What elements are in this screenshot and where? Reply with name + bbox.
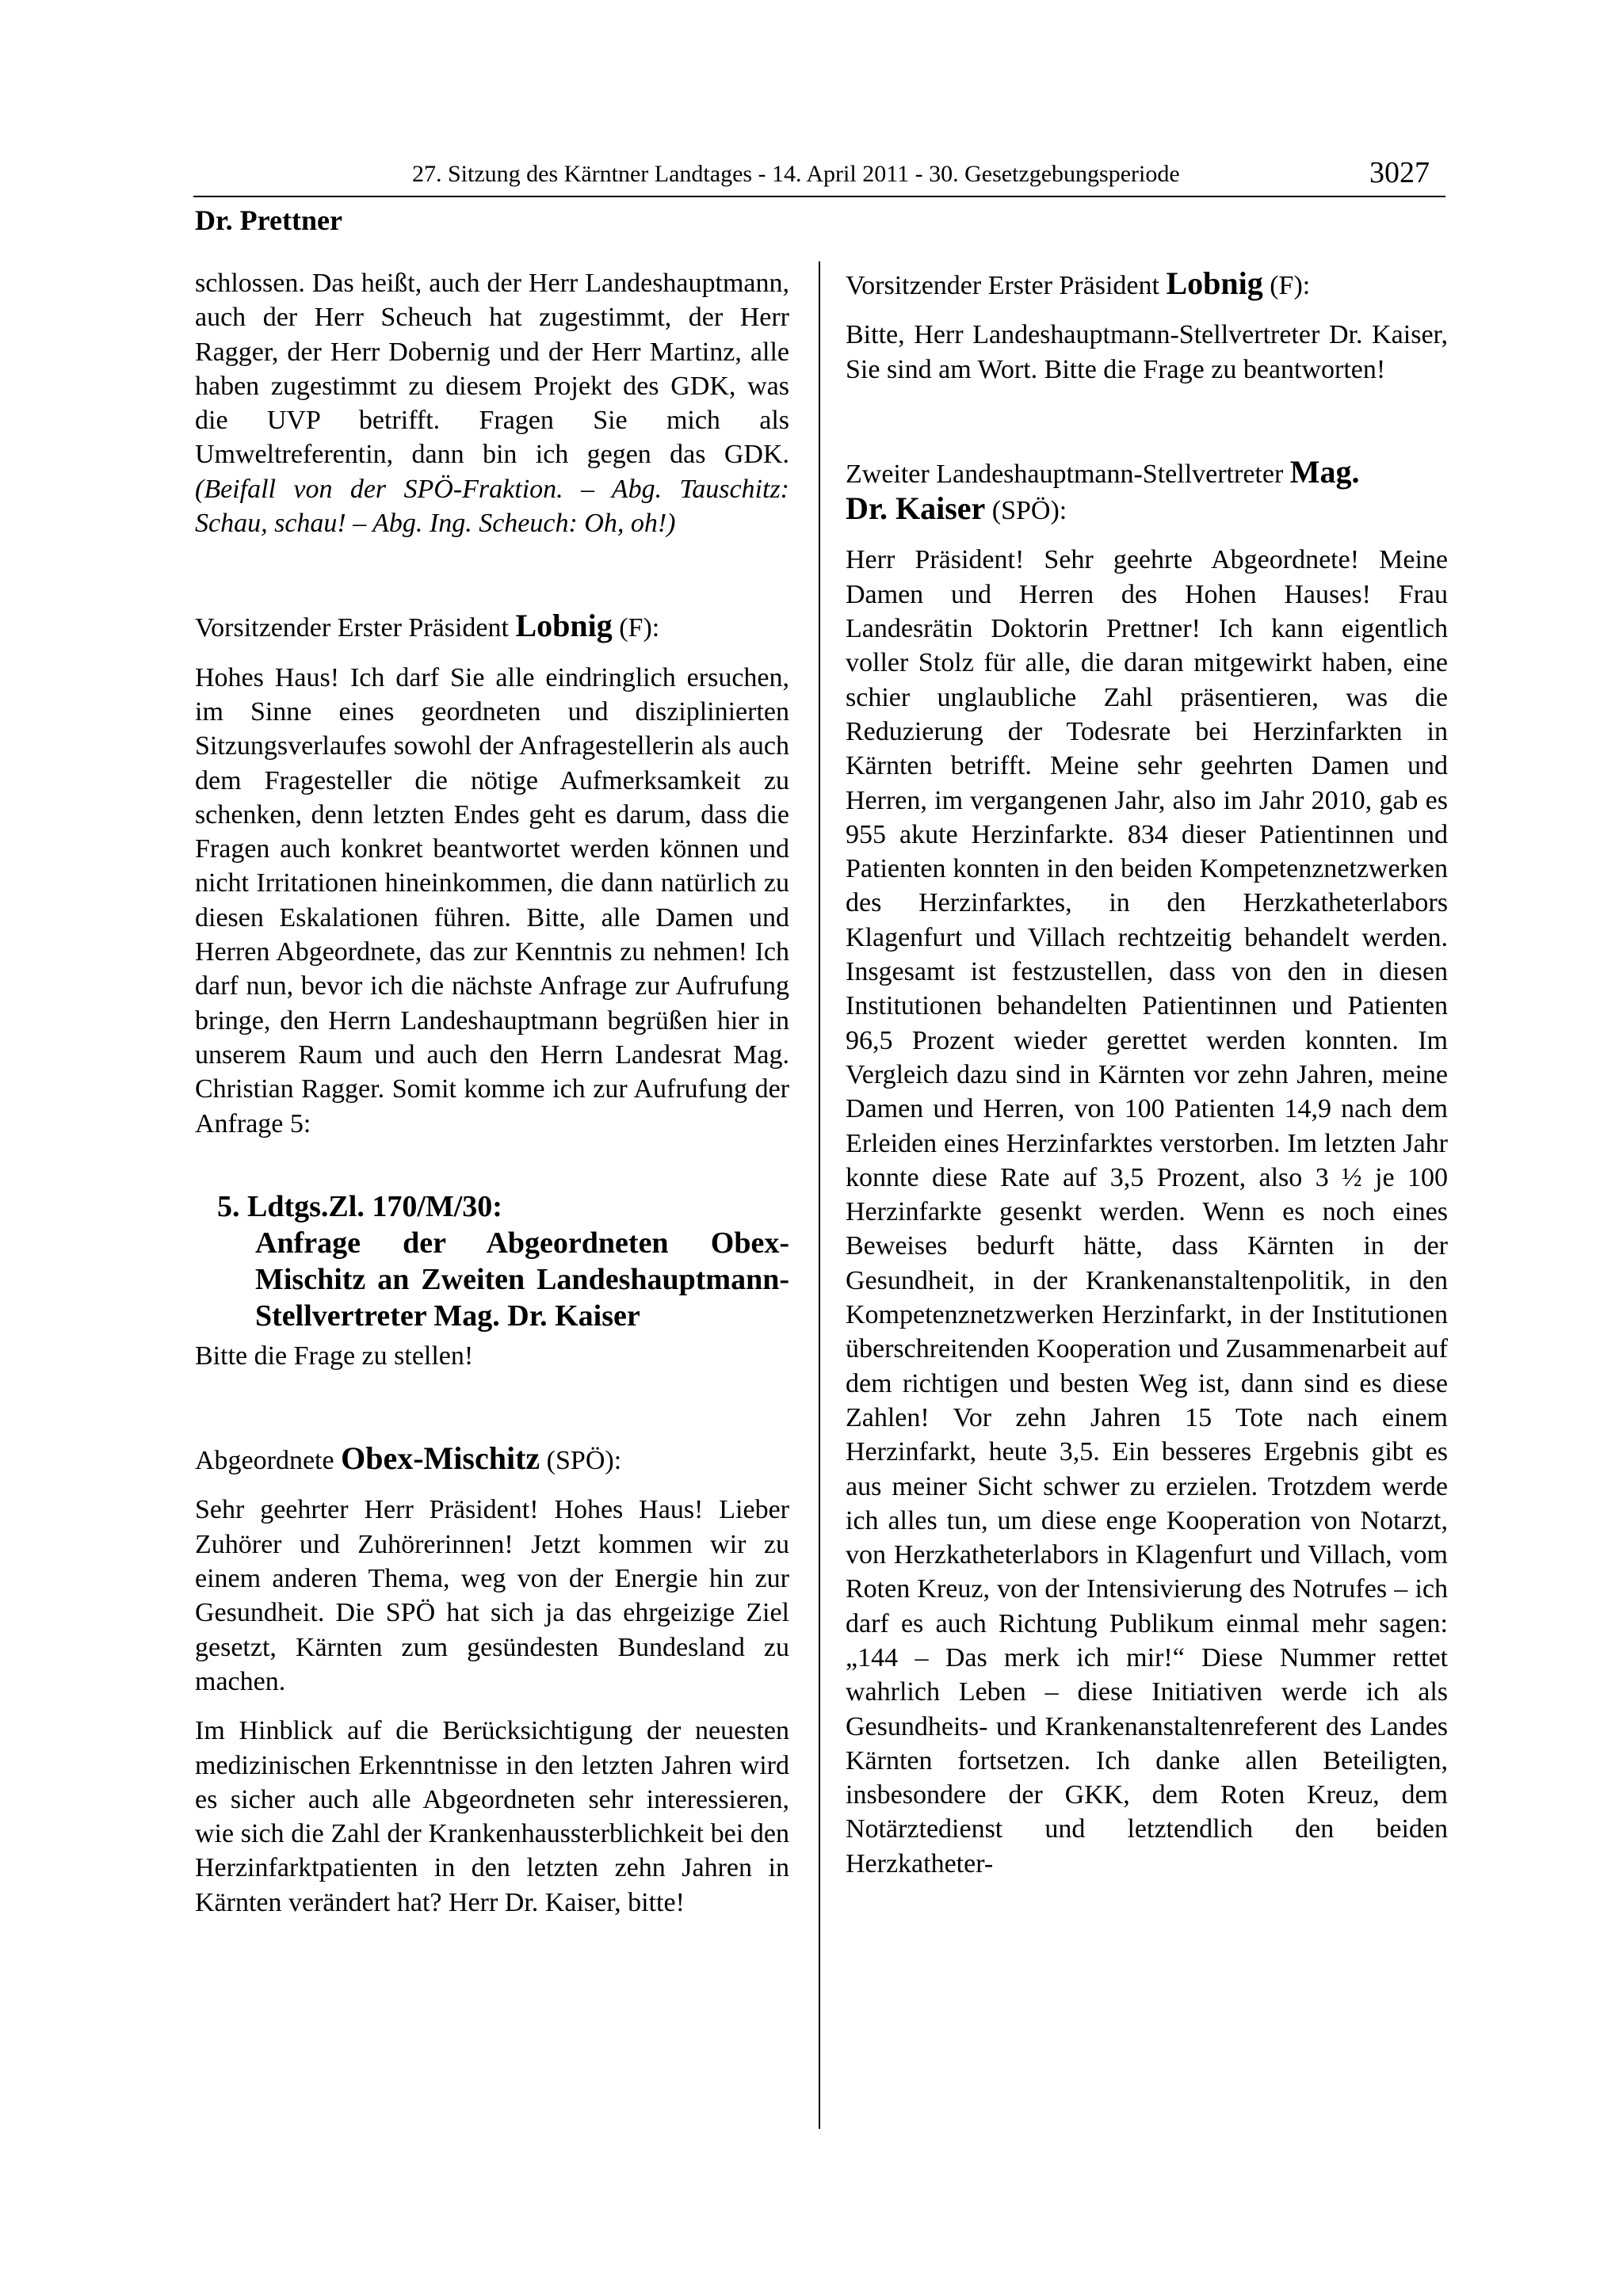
speaker-prefix: Abgeordnete: [195, 1446, 334, 1476]
paragraph: Sehr geehrter Herr Präsident! Hohes Haus! Lieber Zuhörer und Zuhörerinnen! Jetzt kommen wir zu einem anderen Thema, weg von der Energie hin zur Gesundheit. Die SPÖ hat sich ja das ehrgeizige Ziel gesetzt, Kärnten zum gesündesten Bundesland zu machen.: [195, 1495, 789, 1696]
speaker-line: [846, 266, 1448, 303]
speaker-prefix: Vorsitzender Erster Präsident: [846, 271, 1159, 300]
speaker-name: Lobnig: [1166, 265, 1263, 301]
speaker-line: [195, 1441, 789, 1478]
left-column: [195, 266, 789, 1920]
paragraph: Bitte die Frage zu stellen!: [195, 1341, 474, 1371]
paragraph: Hohes Haus! Ich darf Sie alle eindringlich ersuchen, im Sinne eines geordneten und disziplinierten Sitzungsverlaufes sowohl der Anfragestellerin als auch dem Fragesteller die nötige Aufmerksamkeit zu schenken, denn letzten Endes geht es darum, dass die Fragen auch konkret beantwortet werden können und nicht Irritationen hineinkommen, die dann natürlich zu diesen Eskalationen führen. Bitte, alle Damen und Herren Abgeordnete, das zur Kenntnis zu nehmen! Ich darf nun, bevor ich die nächste Anfrage zur Aufrufung bringe, den Herrn Landeshauptmann begrüßen hier in unserem Raum und auch den Herrn Landesrat Mag. Christian Ragger. Somit komme ich zur Aufrufung der Anfrage 5:: [195, 662, 789, 1138]
speaker-name: Lobnig: [515, 608, 613, 644]
paragraph: [195, 266, 789, 540]
speaker-party: (SPÖ):: [991, 496, 1067, 526]
paragraph: Im Hinblick auf die Berücksichtigung der neuesten medizinischen Erkenntnisse in den letzten Jahren wird es sicher auch alle Abgeordneten sehr interessieren, wie sich die Zahl der Krankenhaussterblichkeit bei den Herzinfarktpatienten in den letzten zehn Jahren in Kärnten verändert hat? Herr Dr. Kaiser, bitte!: [195, 1716, 789, 1917]
paragraph: Bitte, Herr Landeshauptmann-Stellvertreter Dr. Kaiser, Sie sind am Wort. Bitte die Frage zu beantworten!: [846, 320, 1448, 384]
running-speaker: Dr. Prettner: [195, 204, 342, 236]
speaker-party: (SPÖ):: [546, 1446, 622, 1476]
paragraph: Herr Präsident! Sehr geehrte Abgeordnete! Meine Damen und Herren des Hohen Hauses! Frau Landesrätin Doktorin Prettner! Ich kann eigentlich voller Stolz für alle, die daran mitgewirkt haben, eine schier unglaubliche Zahl präsentieren, was die Reduzierung der Todesrate bei Herzinfarkten in Kärnten betrifft. Meine sehr geehrten Damen und Herren, im vergangenen Jahr, also im Jahr 2010, gab es 955 akute Herzinfarkte. 834 dieser Patientinnen und Patienten konnten in den beiden Kompetenznetzwerken des Herzinfarktes, in den Herzkatheterlabors Klagenfurt und Villach rechtzeitig behandelt werden. Insgesamt ist festzustellen, dass von den in diesen Institutionen behandelten Patientinnen und Patienten 96,5 Prozent wieder gerettet werden konnten. Im Vergleich dazu sind in Kärnten vor zehn Jahren, meine Damen und Herren, von 100 Patienten 14,9 nach dem Erleiden eines Herzinfarktes verstorben. Im letzten Jahr konnte diese Rate auf 3,5 Prozent, also 3 ½ je 100 Herzinfarkte gesenkt werden. Wenn es noch eines Beweises bedurft hätte, dass Kärnten in der Gesundheit, in der Krankenanstaltenpolitik, in den Kompetenznetzwerken Herzinfarkt, in der Institutionen überschreitenden Kooperation und Zusammenarbeit auf dem richtigen und besten Weg ist, dann sind es diese Zahlen! Vor zehn Jahren 15 Tote nach einem Herzinfarkt, heute 3,5. Ein besseres Ergebnis gibt es aus meiner Sicht schwer zu erzielen. Trotzdem werde ich alles tun, um diese enge Kooperation von Notarzt, von Herzkatheterlabors in Klagenfurt und Villach, vom Roten Kreuz, von der Intensivierung des Notrufes – ich darf es auch Richtung Publikum einmal mehr sagen: „144 – Das merk ich mir!“ Diese Nummer rettet wahrlich Leben – diese Initiativen werde ich als Gesundheits- und Krankenanstaltenreferent des Landes Kärnten fortsetzen. Ich danke allen Beteiligten, insbesondere der GKK, dem Roten Kreuz, dem Notärztedienst und letztendlich den beiden Herzkatheter-: [846, 545, 1448, 1878]
agenda-item-number: 5. Ldtgs.Zl. 170/M/30:: [217, 1189, 502, 1223]
interjection: (Beifall von der SPÖ-Fraktion. – Abg. Tauschitz: Schau, schau! – Abg. Ing. Scheuch: Oh, oh!): [195, 474, 789, 539]
speaker-name: Dr. Kaiser: [846, 490, 986, 527]
speaker-name: Mag.: [1289, 453, 1360, 490]
speaker-line: [846, 455, 1448, 528]
speaker-line: [195, 608, 789, 645]
speaker-party: (F):: [619, 613, 660, 643]
page-number: 3027: [1369, 156, 1430, 189]
speaker-prefix: Zweiter Landeshauptmann-Stellvertreter: [846, 459, 1284, 489]
speaker-party: (F):: [1270, 271, 1311, 300]
session-header: 27. Sitzung des Kärntner Landtages - 14. April 2011 - 30. Gesetzgebungsperiode: [412, 161, 1180, 187]
speaker-name: Obex-Mischitz: [341, 1440, 540, 1477]
speaker-prefix: Vorsitzender Erster Präsident: [195, 613, 509, 643]
header-rule: [193, 196, 1445, 197]
column-divider: [819, 261, 820, 2129]
agenda-item-title: Anfrage der Abgeordneten Obex-Mischitz an Zweiten Landeshauptmann-Stellvertreter Mag. Dr. Kaiser: [255, 1226, 789, 1333]
paragraph-text: schlossen. Das heißt, auch der Herr Landeshauptmann, auch der Herr Scheuch hat zugestimmt, der Herr Ragger, der Herr Dobernig und der Herr Martinz, alle haben zugestimmt zu diesem Projekt des GDK, was die UVP betrifft. Fragen Sie mich als Umweltreferentin, dann bin ich gegen das GDK.: [195, 269, 789, 470]
right-column: [846, 266, 1448, 1881]
